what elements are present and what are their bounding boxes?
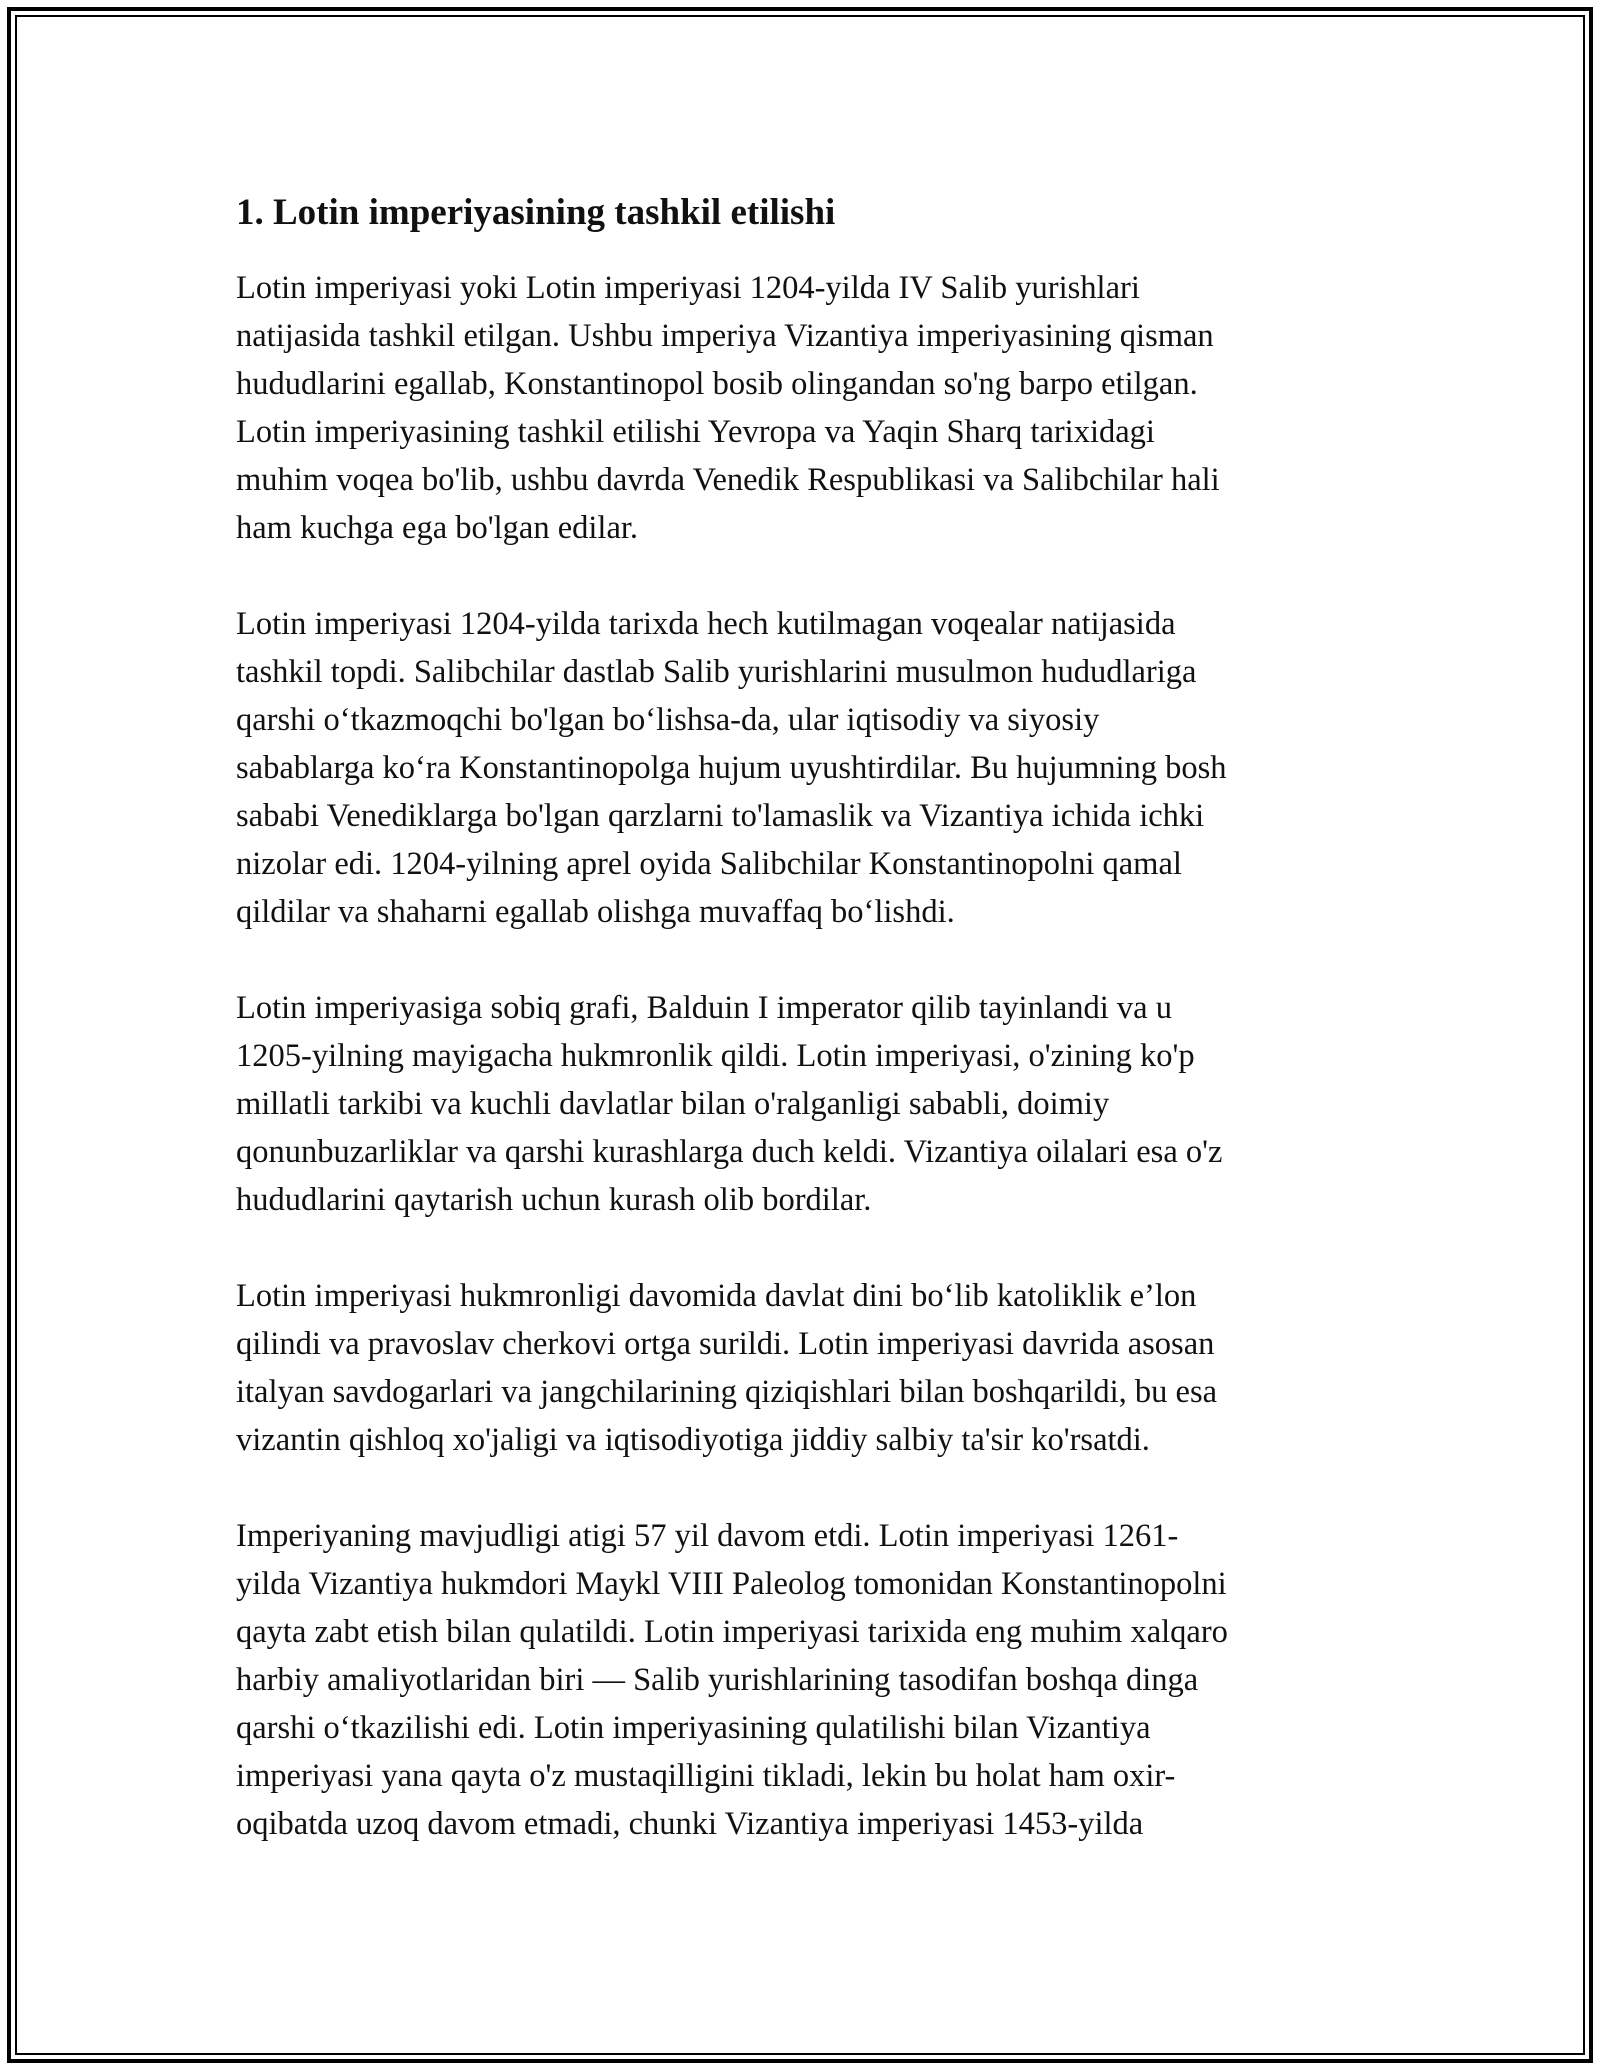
paragraph-1: Lotin imperiyasi yoki Lotin imperiyasi 1204-yilda IV Salib yurishlari natijasida tashkil etilgan. Ushbu imperiya Vizantiya imperiyasining qisman hududlarini egallab, Konstantinopol bosib olingandan so'ng barpo etilgan. Lotin imperiyasining tashkil etilishi Yevropa va Yaqin Sharq tarixidagi muhim voqea bo'lib, ushbu davrda Venedik Respublikasi va Salibchilar hali ham kuchga ega bo'lgan edilar. bbox=[236, 270, 1220, 546]
paragraph-3: Lotin imperiyasiga sobiq grafi, Balduin I imperator qilib tayinlandi va u 1205-yilning mayigacha hukmronlik qildi. Lotin imperiyasi, o'zining ko'p millatli tarkibi va kuchli davlatlar bilan o'ralganligi sababli, doimiy qonunbuzarliklar va qarshi kurashlarga duch keldi. Vizantiya oilalari esa o'z hududlarini qaytarish uchun kurash olib bordilar. bbox=[236, 990, 1223, 1218]
paragraph-2: Lotin imperiyasi 1204-yilda tarixda hech kutilmagan voqealar natijasida tashkil topdi. Salibchilar dastlab Salib yurishlarini musulmon hududlariga qarshi o‘tkazmoqchi bo'lgan bo‘lishsa-da, ular iqtisodiy va siyosiy sabablarga ko‘ra Konstantinopolga hujum uyushtirdilar. Bu hujumning bosh sababi Venediklarga bo'lgan qarzlarni to'lamaslik va Vizantiya ichida ichki nizolar edi. 1204-yilning aprel oyida Salibchilar Konstantinopolni qamal qildilar va shaharni egallab olishga muvaffaq bo‘lishdi. bbox=[236, 606, 1227, 930]
paragraph-4: Lotin imperiyasi hukmronligi davomida davlat dini bo‘lib katoliklik e’lon qilindi va pravoslav cherkovi ortga surildi. Lotin imperiyasi davrida asosan italyan savdogarlari va jangchilarining qiziqishlari bilan boshqarildi, bu esa vizantin qishloq xo'jaligi va iqtisodiyotiga jiddiy salbiy ta'sir ko'rsatdi. bbox=[236, 1278, 1218, 1458]
section-title: 1. Lotin imperiyasining tashkil etilishi bbox=[236, 192, 836, 233]
document-body bbox=[236, 188, 1364, 1896]
paragraph-5: Imperiyaning mavjudligi atigi 57 yil davom etdi. Lotin imperiyasi 1261- yilda Vizantiya hukmdori Maykl VIII Paleolog tomonidan Konstantinopolni qayta zabt etish bilan qulatildi. Lotin imperiyasi tarixida eng muhim xalqaro harbiy amaliyotlaridan biri — Salib yurishlarining tasodifan boshqa dinga qarshi o‘tkazilishi edi. Lotin imperiyasining qulatilishi bilan Vizantiya imperiyasi yana qayta o'z mustaqilligini tikladi, lekin bu holat ham oxir- oqibatda uzoq davom etmadi, chunki Vizantiya imperiyasi 1453-yilda bbox=[236, 1518, 1228, 1842]
